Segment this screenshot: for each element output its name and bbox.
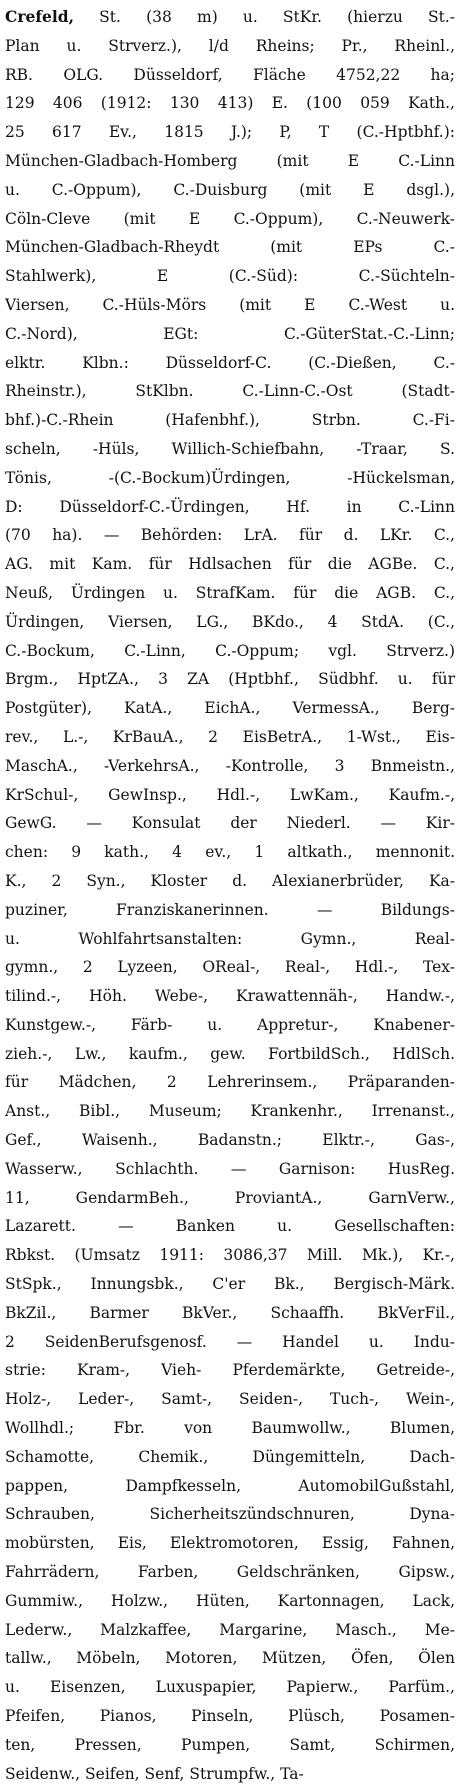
entry-line: Wasserw., Schlachth. — Garnison: HusReg. — [5, 1159, 455, 1178]
entry-line: (70 ha). — Behörden: LrA. für d. LKr. C., — [5, 526, 455, 545]
entry-line: AG. mit Kam. für Hdlsachen für die AGBe. C., — [5, 555, 455, 574]
entry-line: Kunstgew.-, Färb- u. Appretur-, Knabener- — [5, 1015, 455, 1034]
entry-line: RB. OLG. Düsseldorf, Fläche 4752,22 ha; — [5, 65, 455, 84]
entry-line: Cöln-Cleve (mit E C.-Oppum), C.-Neuwerk- — [5, 209, 455, 228]
entry-line: Gummiw., Holzw., Hüten, Kartonnagen, Lack, — [5, 1591, 455, 1610]
entry-line: Stahlwerk), E (C.-Süd): C.-Süchteln- — [5, 267, 455, 286]
entry-line: Fahrrädern, Farben, Geldschränken, Gipsw., — [5, 1563, 455, 1582]
entry-line: Ürdingen, Viersen, LG., BKdo., 4 StdA. (C., — [5, 612, 455, 631]
entry-line: gymn., 2 Lyzeen, OReal-, Real-, Hdl.-, Tex- — [5, 958, 455, 977]
entry-line: Lazarett. — Banken u. Gesellschaften: — [5, 1217, 455, 1236]
entry-line: pappen, Dampfkesseln, AutomobilGußstahl, — [5, 1476, 455, 1495]
entry-line: MaschA., -VerkehrsA., -Kontrolle, 3 Bnmeistn., — [5, 756, 455, 775]
entry-line: Holz-, Leder-, Samt-, Seiden-, Tuch-, Wein-, — [5, 1390, 455, 1409]
entry-line: puziner, Franziskanerinnen. — Bildungs- — [5, 900, 455, 919]
entry-line: Lederw., Malzkaffee, Margarine, Masch., Me- — [5, 1620, 455, 1639]
entry-line: bhf.)-C.-Rhein (Hafenbhf.), Strbn. C.-Fi- — [5, 411, 455, 430]
entry-line: München-Gladbach-Homberg (mit E C.-Linn — [5, 151, 455, 170]
entry-line: Rheinstr.), StKlbn. C.-Linn-C.-Ost (Stadt- — [5, 382, 455, 401]
entry-line: Viersen, C.-Hüls-Mörs (mit E C.-West u. — [5, 295, 455, 314]
entry-line: u. Wohlfahrtsanstalten: Gymn., Real- — [5, 929, 455, 948]
entry-line: StSpk., Innungsbk., C'er Bk., Bergisch-Märk. — [5, 1275, 455, 1294]
entry-line: 129 406 (1912: 130 413) E. (100 059 Kath., — [5, 94, 455, 113]
entry-line: zieh.-, Lw., kaufm., gew. FortbildSch., HdlSch. — [5, 1044, 455, 1063]
entry-line: scheln, -Hüls, Willich-Schiefbahn, -Traar, S. — [5, 439, 455, 458]
headword: Crefeld, — [5, 7, 75, 26]
entry-line: Rbkst. (Umsatz 1911: 3086,37 Mill. Mk.), Kr.-, — [5, 1246, 455, 1265]
entry-line: Anst., Bibl., Museum; Krankenhr., Irrenanst., — [5, 1102, 455, 1121]
entry-line-text: St. (38 m) u. StKr. (hierzu St.- — [74, 8, 455, 26]
entry-line: 11, GendarmBeh., ProviantA., GarnVerw., — [5, 1188, 455, 1207]
entry-line: BkZil., Barmer BkVer., Schaaffh. BkVerFil., — [5, 1303, 455, 1322]
entry-line: u. C.-Oppum), C.-Duisburg (mit E dsgl.), — [5, 180, 455, 199]
entry-line: 25 617 Ev., 1815 J.); P, T (C.-Hptbhf.): — [5, 123, 455, 142]
entry-line: tilind.-, Höh. Webe-, Krawattennäh-, Handw.-, — [5, 987, 455, 1006]
entry-line: Wollhdl.; Fbr. von Baumwollw., Blumen, — [5, 1419, 455, 1438]
entry-line: Schrauben, Sicherheitszündschnuren, Dyna- — [5, 1505, 455, 1524]
entry-line: mobürsten, Eis, Elektromotoren, Essig, Fahnen, — [5, 1534, 455, 1553]
entry-line: Postgüter), KatA., EichA., VermessA., Berg- — [5, 699, 455, 718]
entry-line: C.-Bockum, C.-Linn, C.-Oppum; vgl. Strverz.) — [5, 641, 455, 660]
entry-line: K., 2 Syn., Kloster d. Alexianerbrüder, Ka- — [5, 871, 455, 890]
entry-line: tallw., Möbeln, Motoren, Mützen, Öfen, Ölen — [5, 1649, 455, 1668]
entry-line: Brgm., HptZA., 3 ZA (Hptbhf., Südbhf. u. für — [5, 670, 455, 689]
entry-line: elktr. Klbn.: Düsseldorf-C. (C.-Dießen, C.- — [5, 353, 455, 372]
entry-line: für Mädchen, 2 Lehrerinsem., Präparanden- — [5, 1073, 455, 1092]
entry-line — [5, 3, 455, 32]
entry-line: KrSchul-, GewInsp., Hdl.-, LwKam., Kaufm.-, — [5, 785, 455, 804]
entry-line: Tönis, -(C.-Bockum)Ürdingen, -Hückelsman, — [5, 468, 455, 487]
entry-line: C.-Nord), EGt: C.-GüterStat.-C.-Linn; — [5, 324, 455, 343]
entry-line: strie: Kram-, Vieh- Pferdemärkte, Getreide-, — [5, 1361, 455, 1380]
entry-line: Seidenw., Seifen, Senf, Strumpfw., Ta- — [5, 1764, 304, 1783]
entry-line: Pfeifen, Pianos, Pinseln, Plüsch, Posamen- — [5, 1707, 455, 1726]
entry-line: GewG. — Konsulat der Niederl. — Kir- — [5, 814, 455, 833]
entry-line: u. Eisenzen, Luxuspapier, Papierw., Parfüm., — [5, 1678, 455, 1697]
entry-line: Neuß, Ürdingen u. StrafKam. für die AGB. C., — [5, 583, 455, 602]
entry-line: Schamotte, Chemik., Düngemitteln, Dach- — [5, 1447, 455, 1466]
entry-line: Gef., Waisenh., Badanstn.; Elktr.-, Gas-, — [5, 1131, 455, 1150]
entry-line: Plan u. Strverz.), l/d Rheins; Pr., Rheinl., — [5, 36, 455, 55]
entry-line: ten, Pressen, Pumpen, Samt, Schirmen, — [5, 1735, 455, 1754]
entry-line: 2 SeidenBerufsgenosf. — Handel u. Indu- — [5, 1332, 455, 1351]
entry-line: München-Gladbach-Rheydt (mit EPs C.- — [5, 238, 455, 257]
entry-line: rev., L.-, KrBauA., 2 EisBetrA., 1-Wst., Eis- — [5, 727, 455, 746]
entry-line: chen: 9 kath., 4 ev., 1 altkath., mennonit. — [5, 843, 455, 862]
entry-line: D: Düsseldorf-C.-Ürdingen, Hf. in C.-Linn — [5, 497, 455, 516]
